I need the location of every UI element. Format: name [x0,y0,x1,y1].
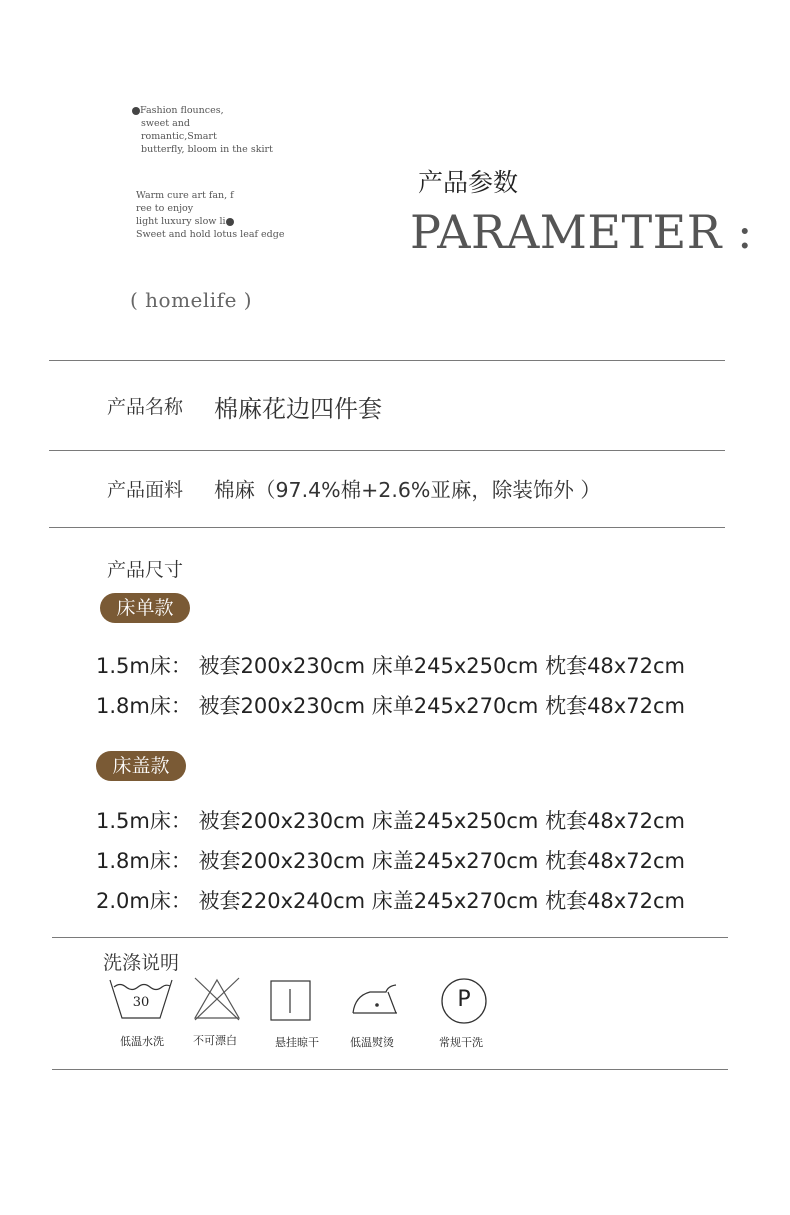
wash-icon-label: 常规干洗 [439,1036,483,1049]
dry-clean-symbol: P [457,987,471,1012]
wash-icon-label: 低温熨烫 [350,1036,394,1049]
title-en: PARAMETER : [410,205,753,259]
divider [49,527,725,528]
product-name-value: 棉麻花边四件套 [214,395,382,423]
deco-line: Sweet and hold lotus leaf edge [136,229,285,240]
divider [49,450,725,451]
divider [49,360,725,361]
cover-size-line-3: 2.0m床： 被套220x240cm 床盖245x270cm 枕套48x72cm [96,889,685,913]
hang-dry-icon [270,980,312,1022]
deco-line: Fashion flounces, [140,105,224,116]
divider [52,937,728,938]
deco-text-block-1 [132,104,273,156]
deco-line: Warm cure art fan, f [136,190,234,201]
sheet-size-line-2: 1.8m床： 被套200x230cm 床单245x270cm 枕套48x72cm [96,694,685,718]
wash-icon-label: 低温水洗 [120,1035,164,1048]
sheet-style-tag: 床单款 [100,593,190,623]
deco-line: ree to enjoy [136,203,194,214]
bullet-dot-icon [226,218,234,226]
product-size-label: 产品尺寸 [107,559,184,581]
deco-line: romantic,Smart [141,131,217,142]
deco-line: light luxury slow li [136,216,226,227]
washing-title: 洗涤说明 [103,952,180,974]
cover-size-line-1: 1.5m床： 被套200x230cm 床盖245x250cm 枕套48x72cm [96,809,685,833]
homelife-text: ( homelife ) [130,288,253,312]
deco-line: sweet and [141,118,190,129]
title-cn: 产品参数 [418,168,519,197]
low-temp-iron-icon [350,982,400,1016]
wash-icon-label: 不可漂白 [193,1034,237,1047]
cover-style-tag: 床盖款 [96,751,186,781]
bullet-dot-icon [132,107,140,115]
product-fabric-label: 产品面料 [107,479,184,501]
deco-line: butterfly, bloom in the skirt [141,144,273,155]
low-temp-wash-icon [108,978,174,1020]
sheet-size-line-1: 1.5m床： 被套200x230cm 床单245x250cm 枕套48x72cm [96,654,685,678]
divider [52,1069,728,1070]
dry-clean-icon [440,977,488,1025]
product-fabric-value: 棉麻（97.4%棉+2.6%亚麻，除装饰外 ） [214,478,601,502]
cover-size-line-2: 1.8m床： 被套200x230cm 床盖245x270cm 枕套48x72cm [96,849,685,873]
no-bleach-icon [192,976,242,1022]
product-name-label: 产品名称 [107,396,184,418]
deco-text-block-2 [136,189,284,241]
wash-temp: 30 [132,995,150,1010]
wash-icon-label: 悬挂晾干 [275,1036,319,1049]
